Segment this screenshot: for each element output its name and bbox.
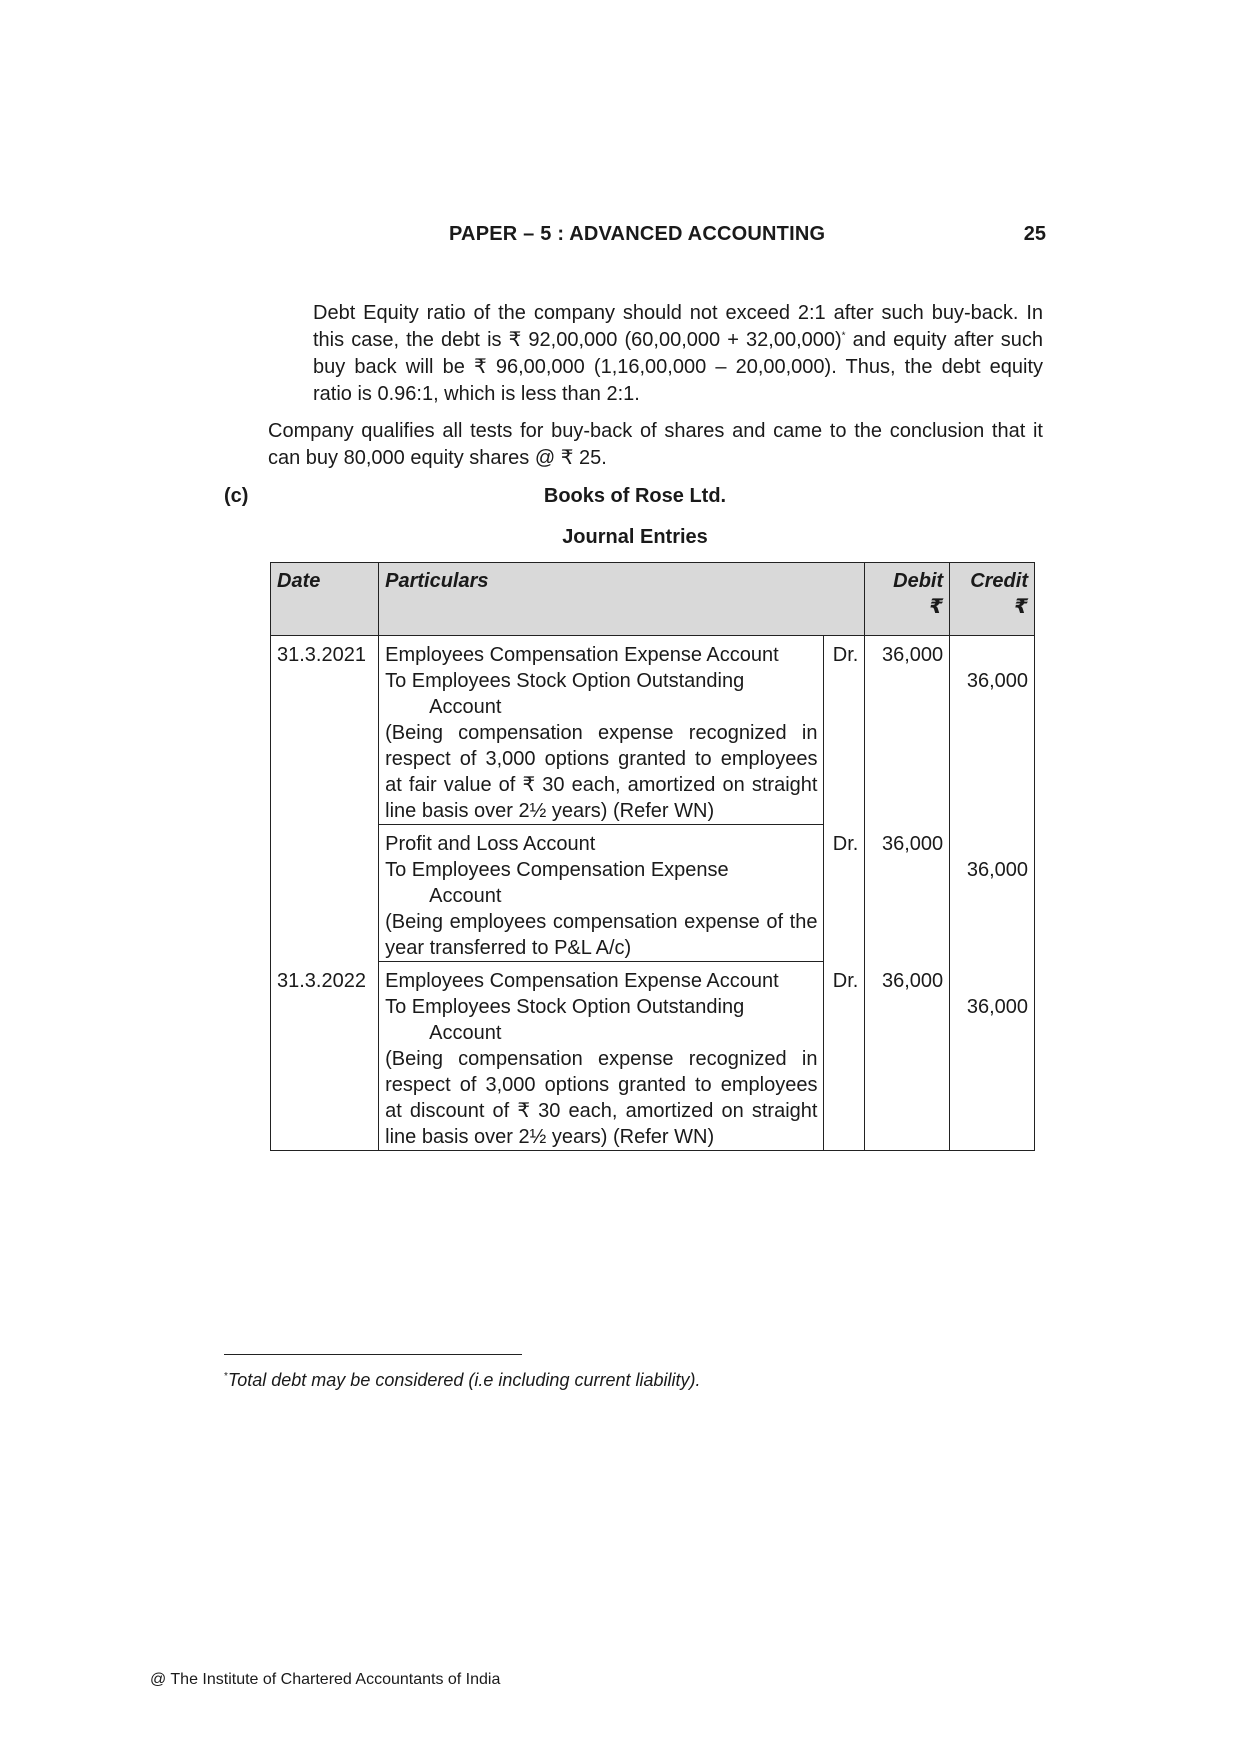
empty-cell	[950, 825, 1035, 858]
credit-account	[379, 857, 824, 909]
header-date: Date	[271, 563, 379, 636]
empty-cell	[271, 1046, 379, 1151]
credit-account-line: To Employees Compensation Expense	[385, 859, 729, 881]
credit-account-line: To Employees Stock Option Outstanding	[385, 996, 745, 1018]
empty-cell	[271, 720, 379, 825]
debt-equity-paragraph	[313, 300, 1043, 408]
dr-marker: Dr.	[824, 636, 865, 669]
empty-cell	[865, 857, 950, 909]
table-row	[271, 1046, 1035, 1151]
table-header-row	[271, 563, 1035, 636]
debit-amount: 36,000	[865, 825, 950, 858]
empty-cell	[271, 857, 379, 909]
credit-amount: 36,000	[950, 994, 1035, 1046]
table-row	[271, 962, 1035, 995]
table-row	[271, 668, 1035, 720]
table-row	[271, 720, 1035, 825]
header-credit	[950, 563, 1035, 636]
table-row	[271, 909, 1035, 962]
footnote-marker: *	[224, 1371, 228, 1382]
empty-cell	[865, 1046, 950, 1151]
credit-account-cont: Account	[429, 885, 502, 907]
table-row	[271, 994, 1035, 1046]
header-debit-label: Debit	[893, 570, 944, 592]
empty-cell	[824, 994, 865, 1046]
footnote	[224, 1370, 701, 1391]
journal-title: Journal Entries	[562, 526, 708, 548]
page-footer: @ The Institute of Chartered Accountants of India	[150, 1671, 501, 1688]
para1-text: Debt Equity ratio of the company should not exceed 2:1 after such buy-back. In this case, the debt is ₹ 92,00,000 (60,00,000 + 32,00,000)	[313, 302, 1043, 351]
conclusion-paragraph: Company qualifies all tests for buy-back of shares and came to the conclusion that it can buy 80,000 equity shares @ ₹ 25.	[268, 420, 1043, 469]
credit-account-cont: Account	[429, 1022, 502, 1044]
empty-cell	[865, 994, 950, 1046]
credit-account-cont: Account	[429, 696, 502, 718]
entry-date: 31.3.2022	[271, 962, 379, 995]
debit-account: Profit and Loss Account	[379, 825, 824, 858]
header-particulars: Particulars	[379, 563, 865, 636]
empty-cell	[824, 668, 865, 720]
dr-marker: Dr.	[824, 962, 865, 995]
debit-amount: 36,000	[865, 962, 950, 995]
empty-cell	[271, 909, 379, 962]
credit-account	[379, 668, 824, 720]
credit-account	[379, 994, 824, 1046]
page-header	[0, 223, 1241, 251]
credit-amount: 36,000	[950, 668, 1035, 720]
credit-account-line: To Employees Stock Option Outstanding	[385, 670, 745, 692]
entry-date: 31.3.2021	[271, 636, 379, 669]
empty-cell	[824, 857, 865, 909]
empty-cell	[824, 1046, 865, 1151]
empty-cell	[950, 909, 1035, 962]
debit-account: Employees Compensation Expense Account	[379, 962, 824, 995]
journal-entries-table	[270, 562, 1035, 1151]
para1-rest: and equity after such buy back will be ₹ 96,00,000 (1,16,00,000 – 20,00,000). Thus, the debt equity ratio is 0.96:1, which is less than 2:1.	[313, 329, 1043, 405]
empty-cell	[865, 720, 950, 825]
empty-cell	[271, 994, 379, 1046]
narration: (Being employees compensation expense of the year transferred to P&L A/c)	[379, 909, 824, 962]
rupee-symbol: ₹	[929, 596, 944, 618]
header-debit	[865, 563, 950, 636]
rupee-symbol: ₹	[1014, 596, 1028, 618]
empty-cell	[865, 668, 950, 720]
debit-account: Employees Compensation Expense Account	[379, 636, 824, 669]
books-title: Books of Rose Ltd.	[543, 485, 727, 507]
table-row	[271, 636, 1035, 669]
footnote-ref: *	[841, 330, 846, 342]
page-number: 25	[1023, 223, 1046, 245]
footnote-text: Total debt may be considered (i.e including current liability).	[227, 1370, 701, 1390]
debit-amount: 36,000	[865, 636, 950, 669]
entry-date	[271, 825, 379, 858]
dr-marker: Dr.	[824, 825, 865, 858]
empty-cell	[824, 909, 865, 962]
empty-cell	[271, 668, 379, 720]
narration: (Being compensation expense recognized in respect of 3,000 options granted to employees at discount of ₹ 30 each, amortized on straight line basis over 2½ years) (Refer WN)	[379, 1046, 824, 1151]
empty-cell	[824, 720, 865, 825]
empty-cell	[950, 1046, 1035, 1151]
table-row	[271, 825, 1035, 858]
paper-title: PAPER – 5 : ADVANCED ACCOUNTING	[449, 223, 826, 245]
section-label: (c)	[224, 485, 249, 507]
footnote-divider	[224, 1354, 522, 1355]
credit-amount: 36,000	[950, 857, 1035, 909]
empty-cell	[950, 636, 1035, 669]
narration: (Being compensation expense recognized in respect of 3,000 options granted to employees at fair value of ₹ 30 each, amortized on straight line basis over 2½ years) (Refer WN)	[379, 720, 824, 825]
table-row	[271, 857, 1035, 909]
empty-cell	[865, 909, 950, 962]
empty-cell	[950, 962, 1035, 995]
empty-cell	[950, 720, 1035, 825]
header-credit-label: Credit	[970, 570, 1028, 592]
